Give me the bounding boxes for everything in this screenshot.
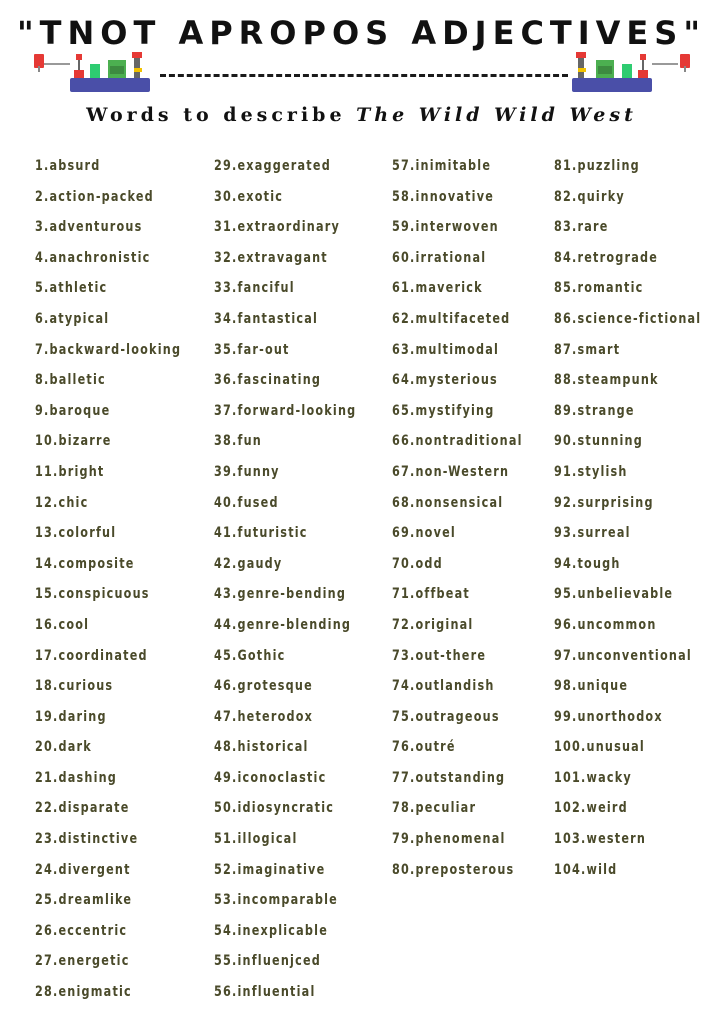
word-list-item: 91.stylish [554, 463, 628, 480]
word-list-item: 61.maverick [392, 280, 483, 297]
word-list-item: 78.peculiar [392, 800, 477, 817]
word-list-item: 73.out-there [392, 647, 487, 664]
word-list-item: 92.surprising [554, 494, 654, 511]
word-list-item: 51.illogical [214, 831, 298, 848]
word-list-item: 8.balletic [35, 372, 106, 389]
word-list-item: 55.influenjced [214, 953, 322, 970]
word-list-item: 11.bright [35, 463, 105, 480]
word-list-item: 67.non-Western [392, 463, 510, 480]
word-list-item: 64.mysterious [392, 372, 498, 389]
word-list-item: 56.influential [214, 984, 316, 1001]
word-list-item: 44.genre-blending [214, 616, 352, 633]
word-list-item: 63.multimodal [392, 341, 500, 358]
word-list-item: 36.fascinating [214, 372, 322, 389]
word-list-item: 31.extraordinary [214, 219, 340, 236]
word-column-2 [214, 151, 380, 1008]
word-list-item: 93.surreal [554, 525, 631, 542]
word-list-item: 41.futuristic [214, 525, 308, 542]
word-list-item: 89.strange [554, 402, 635, 419]
word-list-item: 66.nontraditional [392, 433, 523, 450]
word-list-item: 20.dark [35, 739, 92, 756]
word-list-item: 24.divergent [35, 861, 131, 878]
word-list-item: 9.baroque [35, 402, 111, 419]
word-list-item: 2.action-packed [35, 188, 154, 205]
word-list-item: 70.odd [392, 555, 443, 572]
word-list-item: 19.daring [35, 708, 107, 725]
word-list-item: 90.stunning [554, 433, 643, 450]
telegraph-key-illustration-right [568, 48, 698, 96]
word-list-item: 1.absurd [35, 158, 101, 174]
word-list-item: 85.romantic [554, 280, 644, 297]
word-list-item: 97.unconventional [554, 647, 692, 664]
word-list-item: 99.unorthodox [554, 708, 663, 725]
word-list-item: 21.dashing [35, 769, 118, 786]
word-list-item: 7.backward-looking [35, 341, 182, 358]
word-list-item: 13.colorful [35, 525, 117, 542]
word-list-item: 71.offbeat [392, 586, 470, 603]
word-list-item: 4.anachronistic [35, 249, 151, 266]
word-list-item: 88.steampunk [554, 372, 659, 389]
word-list-item: 35.far-out [214, 341, 290, 358]
word-list-item: 26.eccentric [35, 922, 128, 939]
word-list-item: 103.western [554, 831, 647, 848]
word-list-item: 17.coordinated [35, 647, 148, 664]
subtitle-subject: The Wild Wild West [356, 104, 637, 126]
word-list-item: 76.outré [392, 739, 456, 756]
word-list-item: 38.fun [214, 433, 262, 450]
word-list-item: 50.idiosyncratic [214, 800, 335, 817]
word-list-item: 77.outstanding [392, 769, 506, 786]
word-list-item: 46.grotesque [214, 678, 313, 695]
word-list-item: 79.phenomenal [392, 831, 506, 848]
word-list-item: 62.multifaceted [392, 310, 511, 327]
word-column-4 [554, 151, 723, 885]
word-list-item: 72.original [392, 616, 474, 633]
word-list-item: 28.enigmatic [35, 984, 132, 1001]
word-list-item: 100.unusual [554, 739, 645, 756]
word-list-item: 40.fused [214, 494, 279, 511]
word-list-item: 30.exotic [214, 188, 284, 205]
word-list-item: 94.tough [554, 555, 621, 572]
word-list-item: 32.extravagant [214, 249, 328, 266]
word-list-item: 95.unbelievable [554, 586, 674, 603]
word-list-item: 86.science-fictional [554, 310, 702, 327]
word-list-item: 96.uncommon [554, 616, 657, 633]
word-list-item: 34.fantastical [214, 310, 319, 327]
subtitle [0, 104, 723, 126]
word-list-item: 5.athletic [35, 280, 108, 297]
word-list-item: 83.rare [554, 219, 609, 236]
word-list-item: 43.genre-bending [214, 586, 347, 603]
word-list-item: 80.preposterous [392, 861, 515, 878]
word-list-item: 84.retrograde [554, 249, 659, 266]
word-list-item: 102.weird [554, 800, 628, 817]
word-list-item: 60.irrational [392, 249, 487, 266]
word-list-item: 14.composite [35, 555, 135, 572]
word-list-item: 33.fanciful [214, 280, 295, 297]
word-list-item: 23.distinctive [35, 831, 139, 848]
word-list-item: 37.forward-looking [214, 402, 357, 419]
word-list-item: 68.nonsensical [392, 494, 504, 511]
word-list-item: 58.innovative [392, 188, 495, 205]
telegraph-key-illustration-left [30, 48, 160, 96]
word-list-item: 39.funny [214, 463, 280, 480]
page-title: "TNOT APROPOS ADJECTIVES" [16, 14, 706, 52]
word-list-item: 12.chic [35, 494, 89, 511]
word-list-item: 10.bizarre [35, 433, 112, 450]
word-list-item: 18.curious [35, 678, 114, 695]
dashed-divider [160, 74, 568, 77]
word-column-3 [392, 151, 544, 885]
word-list-item: 49.iconoclastic [214, 769, 327, 786]
word-list-item: 6.atypical [35, 310, 110, 327]
word-list-item: 3.adventurous [35, 219, 143, 236]
word-list-item: 98.unique [554, 678, 629, 695]
word-list-item: 48.historical [214, 739, 309, 756]
word-list-item: 69.novel [392, 525, 456, 542]
word-list-item: 82.quirky [554, 188, 625, 205]
word-list-item: 104.wild [554, 861, 618, 878]
word-list-item: 59.interwoven [392, 219, 499, 236]
subtitle-prefix: Words to describe [86, 104, 346, 126]
word-list-item: 81.puzzling [554, 158, 640, 174]
word-column-1 [35, 151, 205, 1008]
word-list-item: 27.energetic [35, 953, 130, 970]
word-list-item: 52.imaginative [214, 861, 326, 878]
word-list-item: 65.mystifying [392, 402, 495, 419]
word-list-item: 75.outrageous [392, 708, 500, 725]
word-list-item: 15.conspicuous [35, 586, 150, 603]
word-list-item: 29.exaggerated [214, 158, 331, 174]
word-list-item: 54.inexplicable [214, 922, 329, 939]
word-list-item: 101.wacky [554, 769, 632, 786]
word-list-item: 22.disparate [35, 800, 130, 817]
word-list-item: 45.Gothic [214, 647, 286, 664]
word-list-item: 74.outlandish [392, 678, 495, 695]
word-list-item: 57.inimitable [392, 158, 492, 174]
word-list-item: 53.incomparable [214, 892, 339, 909]
word-list-item: 25.dreamlike [35, 892, 133, 909]
word-list-item: 47.heterodox [214, 708, 314, 725]
word-list-item: 16.cool [35, 616, 90, 633]
word-list-item: 87.smart [554, 341, 621, 358]
word-list-item: 42.gaudy [214, 555, 283, 572]
